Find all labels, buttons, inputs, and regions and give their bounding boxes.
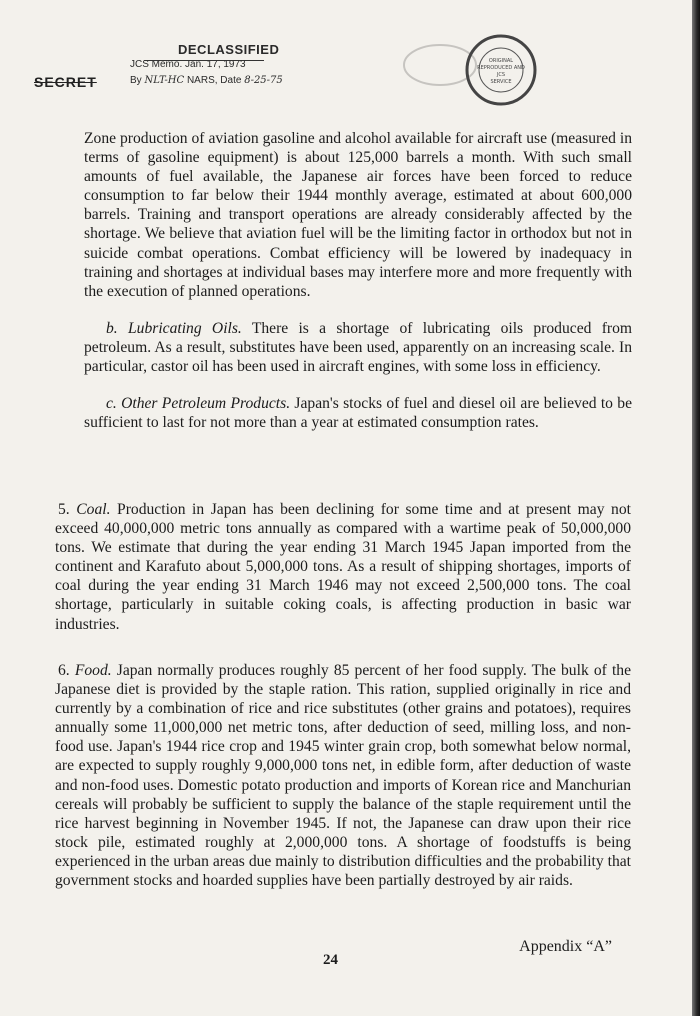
- paragraph-other-petroleum: [84, 394, 632, 432]
- jcs-memo-line: JCS Memo. Jan. 17, 1973: [130, 59, 246, 70]
- heading-lubricating-oils: Lubricating Oils.: [128, 319, 242, 337]
- library-seal-icon: [465, 34, 537, 106]
- paragraph-coal: [55, 500, 631, 634]
- heading-other-petroleum: Other Petroleum Products.: [121, 395, 291, 413]
- coal-section: [55, 500, 631, 634]
- paragraph-food: [55, 661, 631, 890]
- text-food: Japan normally produces roughly 85 percent of her food supply. The bulk of the Japanese diet is provided by the staple ration. This ration, supplied originally in rice and currently by a combination of rice and rice substitutes (other grains and potatoes), requires annually some 11,000,000 net metric tons, after deduction of seed, milling loss, and non-food use. Japan's 1944 rice crop and 1945 winter grain crop, both somewhat below normal, are expected to supply roughly 9,000,000 tons net, in edible form, after deduction of waste and non-food uses. Domestic potato production and imports of Korean rice and Manchurian cereals will probably be sufficient to supply the balance of the staple requirement until the rice harvest beginning in November 1945. If not, the Japanese can draw upon their rice stock pile, estimated roughly at 2,000,000 tons. A shortage of foodstuffs is being experienced in the urban areas due mainly to distribution difficulties and the probability that government stocks and hoarded supplies have been partially destroyed by air raids.: [55, 662, 632, 890]
- paragraph-aviation-fuel: Zone production of aviation gasoline and alcohol available for aircraft use (measured in terms of gasoline equipment) is about 125,000 barrels a month. With such small amounts of fuel available, the Japanese air forces have been forced to reduce consumption to far below their 1944 monthly average, estimated at about 600,000 barrels. Training and transport operations are already considerably affected by the shortage. We believe that aviation fuel will be the limiting factor in orthodox but not in suicide combat operations. Combat efficiency will be lowered by inadequacy in training and shortages at individual bases may interfere more and more frequently with the execution of planned operations.: [84, 130, 632, 300]
- seal-line-3: JCS: [496, 72, 506, 78]
- label-6: 6.: [58, 662, 70, 679]
- stamp-underline: [144, 60, 264, 61]
- text-coal: Production in Japan has been declining for some time and at present may not exceed 40,000,000 metric tons annually as compared with a wartime peak of 50,000,000 tons. We estimate that during the year ending 31 March 1945 Japan imported from the continent and Karafuto about 5,000,000 tons. As a result of shipping shortages, imports of coal during the year ending 31 March 1946 may not exceed 2,500,000 tons. The coal shortage, particularly in suitable coking coals, is affecting production in basic war industries.: [55, 501, 631, 633]
- by-nars-line: [130, 75, 283, 86]
- label-b: b.: [106, 319, 118, 337]
- seal-line-2: REPRODUCED AND: [477, 65, 525, 71]
- text-lubricating-oils: There is a shortage of lubricating oils produced from petroleum. As a result, substitutes have been used, apparently on an increasing scale. In particular, castor oil has been used in aircraft engines, with some loss in efficiency.: [84, 319, 633, 376]
- appendix-label: Appendix “A”: [519, 938, 612, 955]
- heading-coal: Coal.: [76, 501, 111, 518]
- seal-line-1: ORIGINAL: [488, 58, 514, 64]
- page-number: 24: [323, 952, 338, 968]
- nars-label: NARS, Date: [186, 75, 242, 86]
- label-5: 5.: [58, 501, 70, 518]
- food-section: [55, 661, 631, 890]
- text-other-petroleum: Japan's stocks of fuel and diesel oil are believed to be sufficient to last for not more than a year at estimated consumption rates.: [84, 395, 632, 432]
- by-label: By: [130, 75, 142, 86]
- declassified-label: DECLASSIFIED: [178, 42, 280, 57]
- label-c: c.: [106, 395, 117, 413]
- paragraph-lubricating-oils: [84, 319, 632, 376]
- heading-food: Food.: [74, 662, 112, 679]
- classification-marking: SECRET: [34, 74, 97, 90]
- by-signature: NLT-HC: [144, 75, 185, 86]
- fuel-section: [84, 129, 632, 432]
- page-edge-shadow: [692, 0, 700, 1016]
- nars-date: 8-25-75: [244, 75, 283, 86]
- seal-line-4: SERVICE: [490, 79, 512, 85]
